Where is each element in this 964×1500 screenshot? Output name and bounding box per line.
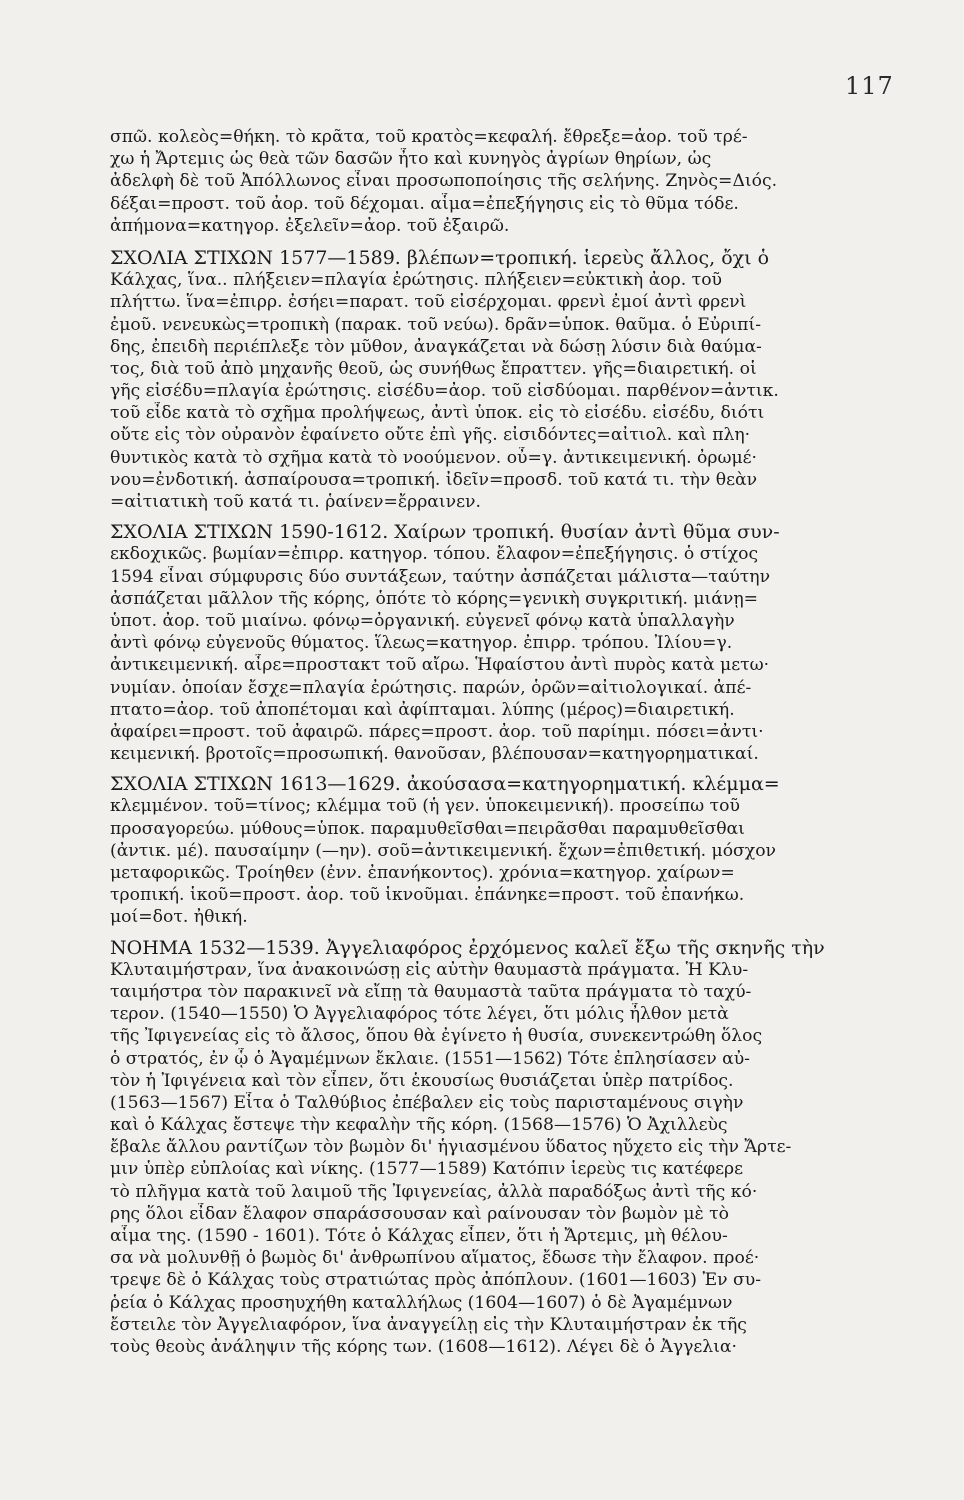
text-line: προσαγορεύω. μύθους=ὑποκ. παραμυθεῖσθαι=πειρᾶσθαι παραμυθεῖσθαι (110, 818, 745, 839)
text-line: (1563—1567) Εἶτα ὁ Ταλθύβιος ἐπέβαλεν εἰς τοὺς παρισταμένους σιγὴν (110, 1092, 744, 1113)
text-line: ρης ὅλοι εἶδαν ἔλαφον σπαράσσουσαν καὶ ραίνουσαν τὸν βωμὸν μὲ τὸ (110, 1203, 730, 1224)
text-line: ῥεία ὁ Κάλχας προσηυχήθη καταλλήλως (1604—1607) ὁ δὲ Ἀγαμέμνων (110, 1292, 733, 1313)
text-line: ἀντικειμενική. αἶρε=προστακτ τοῦ αἴρω. Ἡφαίστου ἀντὶ πυρὸς κατὰ μετω· (110, 655, 770, 676)
text-line: ὁ στρατός, ἐν ᾧ ὁ Ἀγαμέμνων ἔκλαιε. (1551—1562) Τότε ἐπλησίασεν αὐ- (110, 1048, 750, 1069)
text-line: ἀσπάζεται μᾶλλον τῆς κόρης, ὁπότε τὸ κόρης=γενικὴ συγκριτική. μιάνῃ= (110, 588, 759, 609)
text-line: εκδοχικῶς. βωμίαν=ἐπιρρ. κατηγορ. τόπου. ἔλαφον=ἐπεξήγησις. ὁ στίχος (110, 544, 759, 565)
body-text (110, 126, 900, 1358)
text-line: τοὺς θεοὺς ἀνάληψιν τῆς κόρης των. (1608—1612). Λέγει δὲ ὁ Ἀγγελια· (110, 1336, 737, 1357)
gloss-paragraph (110, 126, 900, 237)
scholia-section-1577-1589 (110, 247, 900, 513)
text-line: θυντικὸς κατὰ τὸ σχῆμα κατὰ τὸ νοούμενον. οὖ=γ. ἀντικειμενική. ὀρωμέ· (110, 447, 758, 468)
text-line: ὑποτ. ἀορ. τοῦ μιαίνω. φόνῳ=ὀργανική. εὐγενεῖ φόνῳ κατὰ ὑπαλλαγὴν (110, 610, 735, 631)
text-line: δης, ἐπειδὴ περιέπλεξε τὸν μῦθον, ἀναγκάζεται νὰ δώσῃ λύσιν διὰ θαύμα- (110, 336, 762, 357)
text-line: τροπική. ἱκοῦ=προστ. ἀορ. τοῦ ἱκνοῦμαι. ἐπάνηκε=προστ. τοῦ ἐπανήκω. (110, 885, 745, 906)
text-line: τερον. (1540—1550) Ὁ Ἀγγελιαφόρος τότε λέγει, ὅτι μόλις ἦλθον μετὰ (110, 1004, 729, 1025)
text-line: Κάλχας, ἵνα.. πλήξειεν=πλαγία ἐρώτησις. πλήξειεν=εὐκτικὴ ἀορ. τοῦ (110, 270, 722, 291)
text-line: δέξαι=προστ. τοῦ ἀορ. τοῦ δέχομαι. αἷμα=ἐπεξήγησις εἰς τὸ θῦμα τόδε. (110, 193, 739, 214)
text-line: γῆς εἰσέδυ=πλαγία ἐρώτησις. εἰσέδυ=ἀορ. τοῦ εἰσδύομαι. παρθένον=ἀντικ. (110, 381, 779, 402)
scholia-section-1613-1629 (110, 773, 900, 928)
text-line: ἀντὶ φόνῳ εὐγενοῦς θύματος. ἵλεως=κατηγορ. ἐπιρρ. τρόπου. Ἰλίου=γ. (110, 633, 733, 654)
text-line: ἔβαλε ἄλλου ραντίζων τὸν βωμὸν δι' ἡγιασμένου ὕδατος ηὔχετο εἰς τὴν Ἄρτε- (110, 1137, 792, 1158)
text-line: κλεμμένον. τοῦ=τίνος; κλέμμα τοῦ (ἡ γεν. ὑποκειμενική). προσείπω τοῦ (110, 796, 740, 817)
scholia-section-1590-1612 (110, 521, 900, 765)
text-line: 1594 εἶναι σύμφυρσις δύο συντάξεων, ταύτην ἀσπάζεται μάλιστα—ταύτην (110, 566, 771, 587)
text-line: πτατο=ἀορ. τοῦ ἀποπέτομαι καὶ ἀφίπταμαι. λύπης (μέρος)=διαιρετική. (110, 699, 735, 720)
text-line: τοῦ εἶδε κατὰ τὸ σχῆμα προλήψεως, ἀντὶ ὑποκ. εἰς τὸ εἰσέδυ. εἰσέδυ, διότι (110, 403, 765, 424)
text-line: τὸν ἡ Ἰφιγένεια καὶ τὸν εἶπεν, ὅτι ἑκουσίως θυσιάζεται ὑπὲρ πατρίδος. (110, 1070, 734, 1091)
noema-section-1532-1539 (110, 937, 900, 1359)
text-line: νυμίαν. ὁποίαν ἔσχε=πλαγία ἐρώτησις. παρών, ὁρῶν=αἰτιολογικαί. ἀπέ- (110, 677, 752, 698)
text-line: πλήττω. ἵνα=ἐπιρρ. ἐσήει=παρατ. τοῦ εἰσέρχομαι. φρενὶ ἐμοί ἀντὶ φρενὶ (110, 292, 747, 313)
text-line: καὶ ὁ Κάλχας ἔστεψε τὴν κεφαλὴν τῆς κόρη. (1568—1576) Ὁ Ἀχιλλεὺς (110, 1115, 728, 1136)
text-line: νου=ἐνδοτική. ἀσπαίρουσα=τροπική. ἰδεῖν=προσδ. τοῦ κατά τι. τὴν θεὰν (110, 469, 758, 490)
text-line: μιν ὑπὲρ εὐπλοίας καὶ νίκης. (1577—1589) Κατόπιν ἱερεὺς τις κατέφερε (110, 1159, 744, 1180)
text-line: τρεψε δὲ ὁ Κάλχας τοὺς στρατιώτας πρὸς ἀπόπλουν. (1601—1603) Ἐν συ- (110, 1270, 762, 1291)
text-line: ἀδελφὴ δὲ τοῦ Ἀπόλλωνος εἶναι προσωποποίησις τῆς σελήνης. Ζηνὸς=Διός. (110, 171, 778, 192)
text-line: αἷμα της. (1590 - 1601). Τότε ὁ Κάλχας εἶπεν, ὅτι ἡ Ἄρτεμις, μὴ θέλου- (110, 1226, 728, 1246)
text-line: ἐμοῦ. νενευκὼς=τροπικὴ (παρακ. τοῦ νεύω). δρᾶν=ὑποκ. θαῦμα. ὁ Εὐριπί- (110, 314, 762, 335)
text-line: τὸ πλῆγμα κατὰ τοῦ λαιμοῦ τῆς Ἰφιγενείας, ἀλλὰ παραδόξως ἀντὶ τῆς κό· (110, 1181, 758, 1202)
section-heading-line: ΣΧΟΛΙΑ ΣΤΙΧΩΝ 1590-1612. Χαίρων τροπική. θυσίαν ἀντὶ θῦμα συν- (110, 521, 780, 544)
page-number: 117 (845, 72, 894, 100)
text-line: =αἰτιατικὴ τοῦ κατά τι. ῥαίνεν=ἔρραινεν. (110, 492, 481, 512)
text-line: ἀφαίρει=προστ. τοῦ ἀφαιρῶ. πάρες=προστ. ἀορ. τοῦ παρίημι. πόσει=ἀντι· (110, 721, 764, 742)
text-line: Κλυταιμήστραν, ἵνα ἀνακοινώσῃ εἰς αὐτὴν θαυμαστὰ πράγματα. Ἡ Κλυ- (110, 959, 749, 980)
section-heading-line: ΣΧΟΛΙΑ ΣΤΙΧΩΝ 1577—1589. βλέπων=τροπική. ἱερεὺς ἄλλος, ὄχι ὁ (110, 246, 770, 269)
text-line: μεταφορικῶς. Τροίηθεν (ἐνν. ἐπανήκοντος). χρόνια=κατηγορ. χαίρων= (110, 863, 735, 883)
text-line: μοί=δοτ. ἠθική. (110, 907, 248, 928)
section-heading-line: ΝΟΗΜΑ 1532—1539. Ἀγγελιαφόρος ἐρχόμενος καλεῖ ἔξω τῆς σκηνῆς τὴν (110, 936, 825, 959)
text-line: ἔστειλε τὸν Ἀγγελιαφόρον, ἵνα ἀναγγείλῃ εἰς τὴν Κλυταιμήστραν ἐκ τῆς (110, 1314, 747, 1335)
text-line: ἀπήμονα=κατηγορ. ἐξελεῖν=ἀορ. τοῦ ἐξαιρῶ. (110, 215, 510, 236)
text-line: χω ἡ Ἄρτεμις ὡς θεὰ τῶν δασῶν ἦτο καὶ κυνηγὸς ἀγρίων θηρίων, ὡς (110, 149, 712, 170)
text-line: ταιμήστρα τὸν παρακινεῖ νὰ εἴπῃ τὰ θαυμαστὰ ταῦτα πράγματα τὸ ταχύ- (110, 981, 752, 1002)
text-line: σπῶ. κολεὸς=θήκη. τὸ κρᾶτα, τοῦ κρατὸς=κεφαλή. ἔθρεξε=ἀορ. τοῦ τρέ- (110, 127, 748, 147)
text-line: τος, διὰ τοῦ ἀπὸ μηχανῆς θεοῦ, ὡς συνήθως ἔπραττεν. γῆς=διαιρετική. οἱ (110, 358, 757, 379)
section-heading-line: ΣΧΟΛΙΑ ΣΤΙΧΩΝ 1613—1629. ἀκούσασα=κατηγορηματική. κλέμμα= (110, 773, 780, 796)
text-line: (ἀντικ. μέ). παυσαίμην (—ην). σοῦ=ἀντικειμενική. ἔχων=ἐπιθετική. μόσχον (110, 840, 776, 861)
text-line: οὔτε εἰς τὸν οὐρανὸν ἐφαίνετο οὔτε ἐπὶ γῆς. εἰσιδόντες=αἰτιολ. καὶ πλη· (110, 425, 751, 446)
text-line: τῆς Ἰφιγενείας εἰς τὸ ἄλσος, ὅπου θὰ ἐγίνετο ἡ θυσία, συνεκεντρώθη ὅλος (110, 1026, 763, 1047)
text-line: κειμενική. βροτοῖς=προσωπική. θανοῦσαν, βλέπουσαν=κατηγορηματικαί. (110, 744, 759, 765)
text-line: σα νὰ μολυνθῇ ὁ βωμὸς δι' ἀνθρωπίνου αἵματος, ἔδωσε τὴν ἔλαφον. προέ· (110, 1248, 760, 1269)
